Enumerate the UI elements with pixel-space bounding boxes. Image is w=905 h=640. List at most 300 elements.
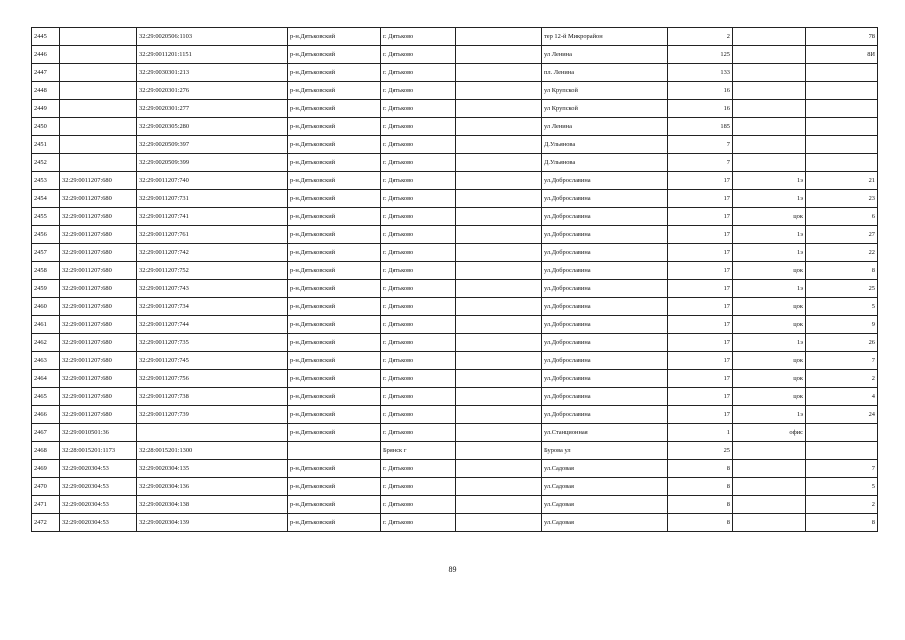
house-number-cell: 17 xyxy=(668,352,733,370)
street-cell: ул.Доброславина xyxy=(542,388,668,406)
settlement-cell xyxy=(456,190,542,208)
premises-number-cell: 27 xyxy=(806,226,878,244)
city-cell: г. Дятьково xyxy=(381,208,456,226)
city-cell: г. Дятьково xyxy=(381,28,456,46)
cadastral-number-cell: 32:29:0020304:138 xyxy=(137,496,288,514)
parent-cadastral-number-cell: 32:29:0010501:36 xyxy=(60,424,137,442)
street-cell: ул.Доброславина xyxy=(542,262,668,280)
city-cell: г. Дятьково xyxy=(381,244,456,262)
cadastral-number-cell: 32:29:0011207:756 xyxy=(137,370,288,388)
street-cell: ул.Доброславина xyxy=(542,316,668,334)
street-cell: ул.Садовая xyxy=(542,478,668,496)
street-cell: ул Ленина xyxy=(542,118,668,136)
settlement-cell xyxy=(456,298,542,316)
settlement-cell xyxy=(456,478,542,496)
settlement-cell xyxy=(456,352,542,370)
floor-cell xyxy=(733,496,806,514)
parent-cadastral-number-cell: 32:29:0011207:680 xyxy=(60,280,137,298)
table-row xyxy=(32,478,878,496)
parent-cadastral-number-cell xyxy=(60,46,137,64)
table-row xyxy=(32,154,878,172)
cadastral-number-cell: 32:29:0011207:739 xyxy=(137,406,288,424)
city-cell: г. Дятьково xyxy=(381,406,456,424)
district-cell: р-н.Дятьковский xyxy=(288,82,381,100)
settlement-cell xyxy=(456,64,542,82)
floor-cell xyxy=(733,460,806,478)
city-cell: г. Дятьково xyxy=(381,352,456,370)
premises-number-cell: 24 xyxy=(806,406,878,424)
street-cell: тер 12-й Микрорайон xyxy=(542,28,668,46)
parent-cadastral-number-cell xyxy=(60,136,137,154)
settlement-cell xyxy=(456,82,542,100)
settlement-cell xyxy=(456,172,542,190)
floor-cell xyxy=(733,82,806,100)
row-number-cell: 2456 xyxy=(32,226,60,244)
parent-cadastral-number-cell: 32:29:0020304:53 xyxy=(60,478,137,496)
settlement-cell xyxy=(456,154,542,172)
house-number-cell: 17 xyxy=(668,244,733,262)
district-cell: р-н.Дятьковский xyxy=(288,226,381,244)
premises-number-cell xyxy=(806,64,878,82)
table-row xyxy=(32,280,878,298)
table-row xyxy=(32,496,878,514)
street-cell: ул.Доброславина xyxy=(542,226,668,244)
premises-number-cell: 6 xyxy=(806,208,878,226)
row-number-cell: 2445 xyxy=(32,28,60,46)
table-row xyxy=(32,208,878,226)
cadastral-number-cell: 32:29:0020304:135 xyxy=(137,460,288,478)
house-number-cell: 17 xyxy=(668,316,733,334)
house-number-cell: 125 xyxy=(668,46,733,64)
house-number-cell: 8 xyxy=(668,478,733,496)
row-number-cell: 2467 xyxy=(32,424,60,442)
settlement-cell xyxy=(456,208,542,226)
cadastral-number-cell: 32:29:0020305:280 xyxy=(137,118,288,136)
row-number-cell: 2450 xyxy=(32,118,60,136)
street-cell: Д.Ульянова xyxy=(542,154,668,172)
floor-cell: 1э xyxy=(733,334,806,352)
premises-number-cell: 78 xyxy=(806,28,878,46)
district-cell: р-н.Дятьковский xyxy=(288,100,381,118)
street-cell: ул.Доброславина xyxy=(542,334,668,352)
settlement-cell xyxy=(456,46,542,64)
floor-cell xyxy=(733,154,806,172)
cadastral-number-cell: 32:29:0011207:731 xyxy=(137,190,288,208)
cadastral-number-cell: 32:29:0020509:397 xyxy=(137,136,288,154)
floor-cell: цок xyxy=(733,352,806,370)
city-cell: г. Дятьково xyxy=(381,424,456,442)
table-body xyxy=(32,28,878,532)
city-cell: г. Дятьково xyxy=(381,226,456,244)
house-number-cell: 133 xyxy=(668,64,733,82)
city-cell: г. Дятьково xyxy=(381,496,456,514)
street-cell: ул.Доброславина xyxy=(542,244,668,262)
row-number-cell: 2472 xyxy=(32,514,60,532)
settlement-cell xyxy=(456,424,542,442)
city-cell: г. Дятьково xyxy=(381,136,456,154)
city-cell: г. Дятьково xyxy=(381,118,456,136)
table-row xyxy=(32,334,878,352)
house-number-cell: 8 xyxy=(668,514,733,532)
settlement-cell xyxy=(456,118,542,136)
street-cell: ул Ленина xyxy=(542,46,668,64)
district-cell: р-н.Дятьковский xyxy=(288,46,381,64)
row-number-cell: 2458 xyxy=(32,262,60,280)
street-cell: ул Крупской xyxy=(542,100,668,118)
district-cell xyxy=(288,442,381,460)
house-number-cell: 17 xyxy=(668,388,733,406)
street-cell: ул.Доброславина xyxy=(542,352,668,370)
cadastral-number-cell: 32:28:0015201:1300 xyxy=(137,442,288,460)
parent-cadastral-number-cell xyxy=(60,82,137,100)
page-number: 89 xyxy=(448,565,457,574)
floor-cell: цок xyxy=(733,370,806,388)
row-number-cell: 2466 xyxy=(32,406,60,424)
floor-cell: 1э xyxy=(733,244,806,262)
parent-cadastral-number-cell: 32:29:0020304:53 xyxy=(60,514,137,532)
parent-cadastral-number-cell: 32:29:0011207:680 xyxy=(60,190,137,208)
district-cell: р-н.Дятьковский xyxy=(288,298,381,316)
premises-number-cell: 21 xyxy=(806,172,878,190)
cadastral-number-cell: 32:29:0020506:1103 xyxy=(137,28,288,46)
cadastral-number-cell: 32:29:0020304:139 xyxy=(137,514,288,532)
street-cell: ул.Садовая xyxy=(542,496,668,514)
floor-cell xyxy=(733,514,806,532)
floor-cell xyxy=(733,136,806,154)
cadastral-number-cell: 32:29:0011207:743 xyxy=(137,280,288,298)
cadastral-number-cell: 32:29:0020301:276 xyxy=(137,82,288,100)
city-cell: г. Дятьково xyxy=(381,478,456,496)
district-cell: р-н.Дятьковский xyxy=(288,406,381,424)
floor-cell: 1э xyxy=(733,406,806,424)
row-number-cell: 2468 xyxy=(32,442,60,460)
parent-cadastral-number-cell: 32:29:0011207:680 xyxy=(60,316,137,334)
floor-cell xyxy=(733,478,806,496)
city-cell: г. Дятьково xyxy=(381,190,456,208)
floor-cell xyxy=(733,46,806,64)
house-number-cell: 17 xyxy=(668,172,733,190)
district-cell: р-н.Дятьковский xyxy=(288,316,381,334)
row-number-cell: 2446 xyxy=(32,46,60,64)
city-cell: г. Дятьково xyxy=(381,46,456,64)
cadastral-number-cell: 32:29:0020509:399 xyxy=(137,154,288,172)
table-row xyxy=(32,370,878,388)
floor-cell: цок xyxy=(733,316,806,334)
city-cell: г. Дятьково xyxy=(381,64,456,82)
row-number-cell: 2457 xyxy=(32,244,60,262)
house-number-cell: 17 xyxy=(668,298,733,316)
settlement-cell xyxy=(456,28,542,46)
settlement-cell xyxy=(456,370,542,388)
street-cell: пл. Ленина xyxy=(542,64,668,82)
settlement-cell xyxy=(456,496,542,514)
premises-number-cell: 2 xyxy=(806,370,878,388)
row-number-cell: 2447 xyxy=(32,64,60,82)
house-number-cell: 16 xyxy=(668,82,733,100)
premises-number-cell xyxy=(806,442,878,460)
premises-number-cell xyxy=(806,82,878,100)
table-row xyxy=(32,82,878,100)
parent-cadastral-number-cell: 32:29:0011207:680 xyxy=(60,334,137,352)
city-cell: г. Дятьково xyxy=(381,154,456,172)
district-cell: р-н.Дятьковский xyxy=(288,514,381,532)
settlement-cell xyxy=(456,226,542,244)
premises-number-cell: 25 xyxy=(806,280,878,298)
cadastral-number-cell: 32:29:0030301:213 xyxy=(137,64,288,82)
table-row xyxy=(32,190,878,208)
cadastral-number-cell: 32:29:0011207:740 xyxy=(137,172,288,190)
floor-cell xyxy=(733,442,806,460)
row-number-cell: 2463 xyxy=(32,352,60,370)
street-cell: ул.Доброславина xyxy=(542,172,668,190)
parent-cadastral-number-cell: 32:29:0020304:53 xyxy=(60,460,137,478)
parent-cadastral-number-cell xyxy=(60,154,137,172)
city-cell: Брянск г xyxy=(381,442,456,460)
table-row xyxy=(32,424,878,442)
cadastral-number-cell: 32:29:0011207:742 xyxy=(137,244,288,262)
parent-cadastral-number-cell: 32:29:0011207:680 xyxy=(60,226,137,244)
district-cell: р-н.Дятьковский xyxy=(288,154,381,172)
house-number-cell: 17 xyxy=(668,334,733,352)
settlement-cell xyxy=(456,244,542,262)
table-row xyxy=(32,64,878,82)
table-row xyxy=(32,298,878,316)
house-number-cell: 2 xyxy=(668,28,733,46)
settlement-cell xyxy=(456,406,542,424)
floor-cell: цок xyxy=(733,298,806,316)
floor-cell xyxy=(733,100,806,118)
table-row xyxy=(32,46,878,64)
district-cell: р-н.Дятьковский xyxy=(288,334,381,352)
settlement-cell xyxy=(456,388,542,406)
table-row xyxy=(32,514,878,532)
district-cell: р-н.Дятьковский xyxy=(288,478,381,496)
row-number-cell: 2451 xyxy=(32,136,60,154)
premises-number-cell xyxy=(806,118,878,136)
row-number-cell: 2449 xyxy=(32,100,60,118)
parent-cadastral-number-cell: 32:28:0015201:1173 xyxy=(60,442,137,460)
parent-cadastral-number-cell: 32:29:0011207:680 xyxy=(60,208,137,226)
street-cell: ул.Доброславина xyxy=(542,190,668,208)
row-number-cell: 2455 xyxy=(32,208,60,226)
table-row xyxy=(32,172,878,190)
street-cell: ул.Доброславина xyxy=(542,280,668,298)
settlement-cell xyxy=(456,316,542,334)
cadastral-number-cell: 32:29:0011207:745 xyxy=(137,352,288,370)
district-cell: р-н.Дятьковский xyxy=(288,370,381,388)
row-number-cell: 2470 xyxy=(32,478,60,496)
city-cell: г. Дятьково xyxy=(381,334,456,352)
table-row xyxy=(32,352,878,370)
parent-cadastral-number-cell xyxy=(60,28,137,46)
house-number-cell: 17 xyxy=(668,262,733,280)
house-number-cell: 7 xyxy=(668,136,733,154)
row-number-cell: 2454 xyxy=(32,190,60,208)
street-cell: ул.Садовая xyxy=(542,514,668,532)
street-cell: ул Крупской xyxy=(542,82,668,100)
house-number-cell: 17 xyxy=(668,406,733,424)
street-cell: ул.Доброславина xyxy=(542,208,668,226)
parent-cadastral-number-cell: 32:29:0011207:680 xyxy=(60,298,137,316)
district-cell: р-н.Дятьковский xyxy=(288,352,381,370)
settlement-cell xyxy=(456,100,542,118)
house-number-cell: 17 xyxy=(668,190,733,208)
table-row xyxy=(32,406,878,424)
premises-number-cell: 26 xyxy=(806,334,878,352)
city-cell: г. Дятьково xyxy=(381,316,456,334)
street-cell: ул.Доброславина xyxy=(542,298,668,316)
street-cell: ул.Садовая xyxy=(542,460,668,478)
floor-cell: цок xyxy=(733,388,806,406)
premises-number-cell: 4 xyxy=(806,388,878,406)
row-number-cell: 2469 xyxy=(32,460,60,478)
settlement-cell xyxy=(456,280,542,298)
street-cell: ул.Доброславина xyxy=(542,406,668,424)
house-number-cell: 17 xyxy=(668,370,733,388)
cadastral-number-cell: 32:29:0011207:735 xyxy=(137,334,288,352)
row-number-cell: 2452 xyxy=(32,154,60,172)
cadastral-number-cell: 32:29:0011201:1151 xyxy=(137,46,288,64)
floor-cell: 1э xyxy=(733,172,806,190)
parent-cadastral-number-cell: 32:29:0011207:680 xyxy=(60,172,137,190)
premises-number-cell: 8 xyxy=(806,262,878,280)
district-cell: р-н.Дятьковский xyxy=(288,136,381,154)
district-cell: р-н.Дятьковский xyxy=(288,388,381,406)
premises-number-cell: 2 xyxy=(806,496,878,514)
district-cell: р-н.Дятьковский xyxy=(288,208,381,226)
floor-cell: 1э xyxy=(733,226,806,244)
premises-number-cell: 7 xyxy=(806,460,878,478)
district-cell: р-н.Дятьковский xyxy=(288,28,381,46)
table-row xyxy=(32,442,878,460)
row-number-cell: 2460 xyxy=(32,298,60,316)
house-number-cell: 8 xyxy=(668,496,733,514)
city-cell: г. Дятьково xyxy=(381,298,456,316)
settlement-cell xyxy=(456,460,542,478)
premises-number-cell: 22 xyxy=(806,244,878,262)
cadastral-number-cell: 32:29:0011207:738 xyxy=(137,388,288,406)
cadastral-number-cell: 32:29:0011207:761 xyxy=(137,226,288,244)
floor-cell: офис xyxy=(733,424,806,442)
premises-number-cell: 5 xyxy=(806,478,878,496)
parent-cadastral-number-cell xyxy=(60,100,137,118)
house-number-cell: 17 xyxy=(668,208,733,226)
house-number-cell: 17 xyxy=(668,280,733,298)
parent-cadastral-number-cell: 32:29:0011207:680 xyxy=(60,370,137,388)
premises-number-cell: 9 xyxy=(806,316,878,334)
city-cell: г. Дятьково xyxy=(381,388,456,406)
premises-number-cell: 8 xyxy=(806,514,878,532)
floor-cell xyxy=(733,118,806,136)
table-row xyxy=(32,316,878,334)
house-number-cell: 17 xyxy=(668,226,733,244)
street-cell: ул.Доброславина xyxy=(542,370,668,388)
floor-cell: цок xyxy=(733,262,806,280)
city-cell: г. Дятьково xyxy=(381,262,456,280)
city-cell: г. Дятьково xyxy=(381,460,456,478)
settlement-cell xyxy=(456,136,542,154)
premises-number-cell: 7 xyxy=(806,352,878,370)
district-cell: р-н.Дятьковский xyxy=(288,262,381,280)
premises-number-cell xyxy=(806,424,878,442)
house-number-cell: 16 xyxy=(668,100,733,118)
house-number-cell: 25 xyxy=(668,442,733,460)
table-row xyxy=(32,28,878,46)
district-cell: р-н.Дятьковский xyxy=(288,190,381,208)
district-cell: р-н.Дятьковский xyxy=(288,244,381,262)
city-cell: г. Дятьково xyxy=(381,82,456,100)
cadastral-number-cell: 32:29:0011207:741 xyxy=(137,208,288,226)
table-row xyxy=(32,136,878,154)
street-cell: Бурова ул xyxy=(542,442,668,460)
floor-cell xyxy=(733,64,806,82)
district-cell: р-н.Дятьковский xyxy=(288,496,381,514)
floor-cell: 1э xyxy=(733,190,806,208)
parent-cadastral-number-cell: 32:29:0011207:680 xyxy=(60,406,137,424)
district-cell: р-н.Дятьковский xyxy=(288,460,381,478)
floor-cell xyxy=(733,28,806,46)
table-row xyxy=(32,118,878,136)
cadastral-number-cell: 32:29:0011207:744 xyxy=(137,316,288,334)
cadastral-number-cell: 32:29:0011207:734 xyxy=(137,298,288,316)
parent-cadastral-number-cell: 32:29:0011207:680 xyxy=(60,352,137,370)
house-number-cell: 1 xyxy=(668,424,733,442)
street-cell: Д.Ульянова xyxy=(542,136,668,154)
row-number-cell: 2459 xyxy=(32,280,60,298)
settlement-cell xyxy=(456,514,542,532)
parent-cadastral-number-cell: 32:29:0011207:680 xyxy=(60,244,137,262)
parent-cadastral-number-cell xyxy=(60,64,137,82)
register-page xyxy=(31,27,877,532)
parent-cadastral-number-cell xyxy=(60,118,137,136)
row-number-cell: 2465 xyxy=(32,388,60,406)
table-row xyxy=(32,460,878,478)
settlement-cell xyxy=(456,442,542,460)
cadastral-number-cell xyxy=(137,424,288,442)
cadastral-number-cell: 32:29:0011207:752 xyxy=(137,262,288,280)
row-number-cell: 2453 xyxy=(32,172,60,190)
district-cell: р-н.Дятьковский xyxy=(288,172,381,190)
table-row xyxy=(32,100,878,118)
city-cell: г. Дятьково xyxy=(381,172,456,190)
city-cell: г. Дятьково xyxy=(381,100,456,118)
premises-number-cell xyxy=(806,136,878,154)
house-number-cell: 8 xyxy=(668,460,733,478)
premises-number-cell: 23 xyxy=(806,190,878,208)
city-cell: г. Дятьково xyxy=(381,280,456,298)
premises-number-cell xyxy=(806,154,878,172)
district-cell: р-н.Дятьковский xyxy=(288,424,381,442)
premises-number-cell: 8И xyxy=(806,46,878,64)
row-number-cell: 2464 xyxy=(32,370,60,388)
floor-cell: 1э xyxy=(733,280,806,298)
parent-cadastral-number-cell: 32:29:0020304:53 xyxy=(60,496,137,514)
row-number-cell: 2461 xyxy=(32,316,60,334)
row-number-cell: 2448 xyxy=(32,82,60,100)
cadastral-number-cell: 32:29:0020304:136 xyxy=(137,478,288,496)
district-cell: р-н.Дятьковский xyxy=(288,118,381,136)
premises-number-cell: 5 xyxy=(806,298,878,316)
district-cell: р-н.Дятьковский xyxy=(288,280,381,298)
row-number-cell: 2462 xyxy=(32,334,60,352)
table-row xyxy=(32,226,878,244)
property-register-table xyxy=(31,27,878,532)
city-cell: г. Дятьково xyxy=(381,370,456,388)
premises-number-cell xyxy=(806,100,878,118)
cadastral-number-cell: 32:29:0020301:277 xyxy=(137,100,288,118)
street-cell: ул.Станционная xyxy=(542,424,668,442)
parent-cadastral-number-cell: 32:29:0011207:680 xyxy=(60,262,137,280)
